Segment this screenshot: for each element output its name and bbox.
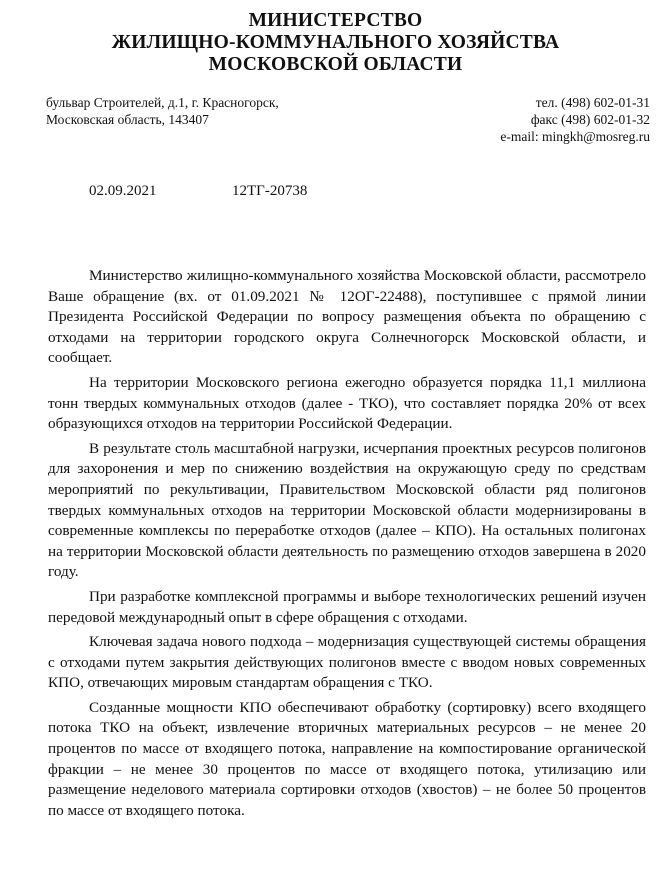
address-line-1: бульвар Строителей, д.1, г. Красногорск, bbox=[46, 95, 279, 110]
fax-number: факс (498) 602-01-32 bbox=[530, 112, 650, 127]
paragraph-3: В результате столь масштабной нагрузки, исчерпания проектных ресурсов полигонов для захоронения и мер по снижению воздействия на окружающую среду по средствам мероприятий по рекультивации, Правительством Московской области ряд полигонов твердых коммунальных отходов на территории Московской области модернизированы в современные комплексы по переработке отходов (далее – КПО). На остальных полигонах на территории Московской области деятельность по размещению отходов завершена в 2020 году. bbox=[48, 439, 646, 581]
paragraph-2: На территории Московского региона ежегодно образуется порядка 11,1 миллиона тонн твердых коммунальных отходов (далее - ТКО), что составляет порядка 20% от всех образующихся отходов на территории Российской Федерации. bbox=[48, 373, 646, 433]
ministry-title-line-2: ЖИЛИЩНО-КОММУНАЛЬНОГО ХОЗЯЙСТВА bbox=[111, 32, 560, 53]
ministry-title-line-1: МИНИСТЕРСТВО bbox=[248, 10, 423, 31]
letter-body bbox=[48, 266, 646, 825]
contact-info bbox=[500, 94, 650, 145]
paragraph-1: Министерство жилищно-коммунального хозяйства Московской области, рассмотрело Ваше обращение (вх. от 01.09.2021 № 12ОГ-22488), поступившее с прямой линии Президента Российской Федерации по вопросу размещения объекта по обращению с отходами на территории городского округа Солнечногорск Московской области, и сообщает. bbox=[48, 267, 646, 367]
ministry-title bbox=[0, 10, 671, 76]
paragraph-5: Ключевая задача нового подхода – модернизация существующей системы обращения с отходами путем закрытия действующих полигонов вместе с вводом новых современных КПО, отвечающих мировым стандартам обращения с ТКО. bbox=[48, 633, 646, 692]
document-number: 12ТГ-20738 bbox=[232, 183, 308, 199]
paragraph-6: Созданные мощности КПО обеспечивают обработку (сортировку) всего входящего потока ТКО на объект, извлечение вторичных материальных ресурсов – не менее 20 процентов по массе от входящего потока, направление на компостирование органической фракции – не менее 30 процентов по массе от входящего потока, утилизацию или размещение неделового материала сортировки отходов (хвостов) – не более 50 процентов по массе от входящего потока. bbox=[48, 698, 646, 819]
address-line-2: Московская область, 143407 bbox=[46, 112, 209, 127]
postal-address bbox=[46, 94, 279, 128]
paragraph-4: При разработке комплексной программы и выборе технологических решений изучен передовой международный опыт в сфере обращения с отходами. bbox=[48, 587, 646, 626]
document-date: 02.09.2021 bbox=[89, 183, 157, 199]
ministry-title-line-3: МОСКОВСКОЙ ОБЛАСТИ bbox=[208, 54, 463, 75]
phone-number: тел. (498) 602-01-31 bbox=[535, 95, 650, 110]
email-address: e-mail: mingkh@mosreg.ru bbox=[500, 129, 650, 144]
